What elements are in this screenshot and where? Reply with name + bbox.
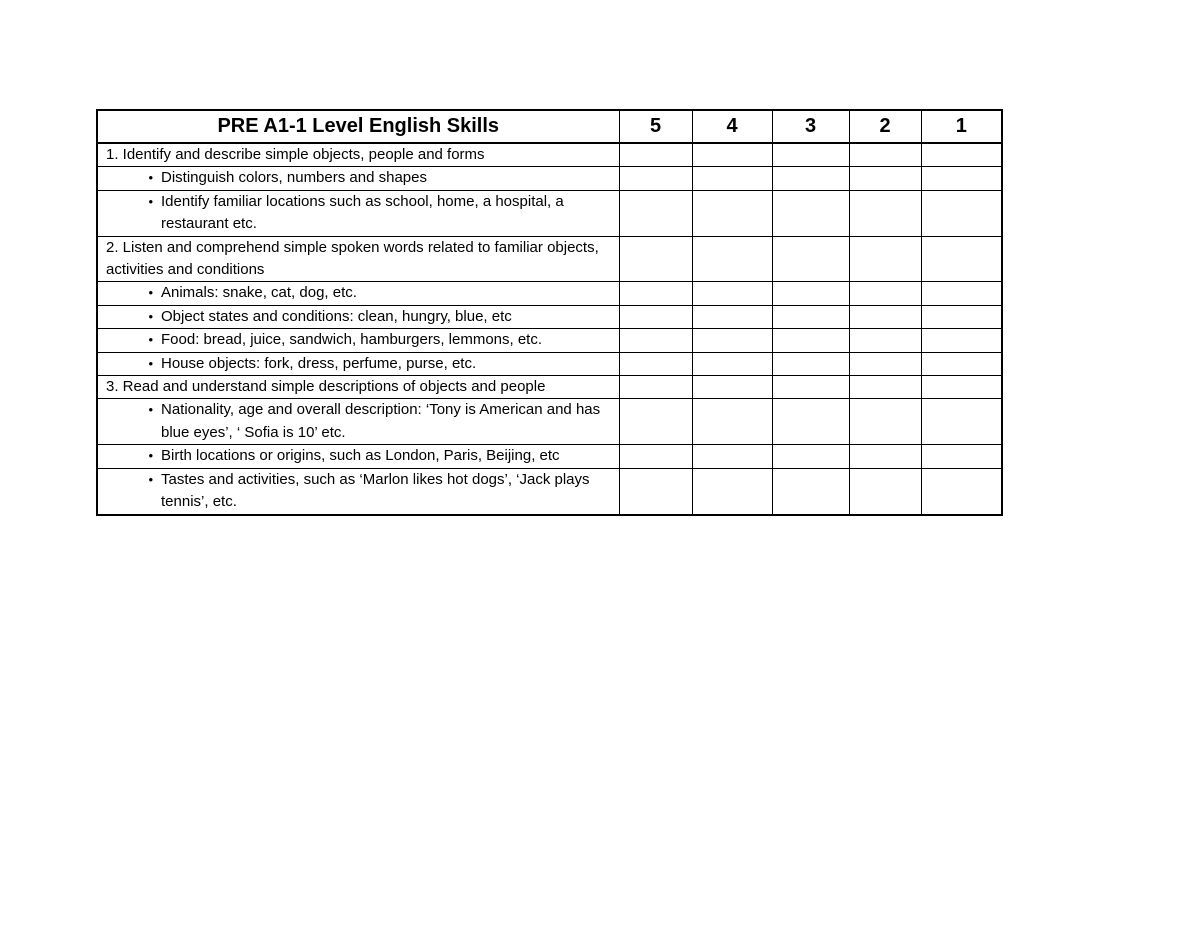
bullet-icon: • [148,448,153,464]
bullet-icon: • [148,402,153,418]
skill-bullet-text: Animals: snake, cat, dog, etc. [161,284,357,302]
score-cell-2[interactable] [849,236,921,282]
score-cell-4[interactable] [692,236,772,282]
skill-bullet-row [97,282,1002,305]
skill-heading-cell [97,376,619,399]
skill-bullet-row [97,352,1002,375]
bullet-item [106,329,615,351]
score-cell-2[interactable] [849,305,921,328]
bullet-icon: • [148,308,153,324]
score-header-4: 4 [692,110,772,143]
skill-bullet-text: Distinguish colors, numbers and shapes [161,169,427,187]
header-row [97,110,1002,143]
bullet-icon: • [148,285,153,301]
score-header-1: 1 [921,110,1002,143]
score-cell-1[interactable] [921,376,1002,399]
skill-bullet-row [97,167,1002,190]
skill-heading-row [97,376,1002,399]
skill-bullet-text: Tastes and activities, such as ‘Marlon likes hot dogs’, ‘Jack plays tennis’, etc. [161,470,590,511]
bullet-item [106,399,615,444]
score-cell-5[interactable] [619,352,692,375]
score-cell-1[interactable] [921,282,1002,305]
score-cell-5[interactable] [619,468,692,514]
score-cell-2[interactable] [849,143,921,167]
bullet-item [106,469,615,514]
score-cell-1[interactable] [921,352,1002,375]
skill-bullet-row [97,399,1002,445]
score-cell-4[interactable] [692,167,772,190]
score-cell-5[interactable] [619,376,692,399]
score-cell-1[interactable] [921,445,1002,468]
score-cell-2[interactable] [849,352,921,375]
bullet-icon: • [148,193,153,209]
skill-bullet-row [97,445,1002,468]
skills-rubric-table [96,109,1003,516]
score-cell-2[interactable] [849,468,921,514]
bullet-icon: • [148,170,153,186]
score-cell-5[interactable] [619,305,692,328]
score-cell-4[interactable] [692,376,772,399]
score-cell-4[interactable] [692,190,772,236]
score-cell-1[interactable] [921,399,1002,445]
score-header-5: 5 [619,110,692,143]
score-cell-1[interactable] [921,167,1002,190]
score-cell-3[interactable] [772,468,849,514]
skill-heading-cell [97,236,619,282]
skill-bullet-row [97,190,1002,236]
score-cell-5[interactable] [619,282,692,305]
score-cell-2[interactable] [849,445,921,468]
skill-bullet-row [97,468,1002,514]
score-cell-3[interactable] [772,376,849,399]
score-cell-4[interactable] [692,352,772,375]
score-cell-5[interactable] [619,143,692,167]
bullet-item [106,306,615,328]
score-cell-2[interactable] [849,282,921,305]
score-header-3: 3 [772,110,849,143]
skill-bullet-row [97,329,1002,352]
score-cell-3[interactable] [772,352,849,375]
score-cell-4[interactable] [692,282,772,305]
skill-heading-text: 2. Listen and comprehend simple spoken words related to familiar objects, activities and conditions [106,238,599,279]
score-cell-3[interactable] [772,445,849,468]
score-cell-2[interactable] [849,167,921,190]
skill-bullet-text: Identify familiar locations such as school, home, a hospital, a restaurant etc. [161,192,564,233]
bullet-item [106,167,615,189]
skill-heading-text: 1. Identify and describe simple objects, people and forms [106,146,485,163]
bullet-icon: • [148,355,153,371]
score-cell-1[interactable] [921,143,1002,167]
skill-heading-row [97,236,1002,282]
skill-bullet-text: Food: bread, juice, sandwich, hamburgers, lemmons, etc. [161,331,543,349]
score-cell-2[interactable] [849,399,921,445]
score-cell-3[interactable] [772,167,849,190]
score-cell-1[interactable] [921,236,1002,282]
score-cell-5[interactable] [619,445,692,468]
skill-bullet-text: Nationality, age and overall description: ‘Tony is American and has blue eyes’, ‘ Sofia is 10’ etc. [161,401,601,441]
score-cell-1[interactable] [921,190,1002,236]
score-cell-3[interactable] [772,143,849,167]
score-cell-3[interactable] [772,282,849,305]
skill-bullet-cell [97,399,619,445]
score-cell-3[interactable] [772,399,849,445]
score-cell-3[interactable] [772,190,849,236]
score-cell-5[interactable] [619,329,692,352]
score-cell-2[interactable] [849,376,921,399]
skill-heading-row [97,143,1002,167]
skill-bullet-cell [97,190,619,236]
skill-bullet-cell [97,352,619,375]
skill-bullet-text: Object states and conditions: clean, hungry, blue, etc [161,307,512,325]
skill-bullet-cell [97,305,619,328]
score-cell-4[interactable] [692,329,772,352]
score-cell-4[interactable] [692,399,772,445]
score-cell-3[interactable] [772,236,849,282]
score-cell-4[interactable] [692,143,772,167]
score-cell-5[interactable] [619,236,692,282]
skill-heading-text: 3. Read and understand simple descriptions of objects and people [106,378,546,396]
bullet-item [106,445,615,467]
score-cell-4[interactable] [692,468,772,514]
skill-bullet-text: House objects: fork, dress, perfume, purse, etc. [161,354,477,372]
skill-bullet-cell [97,329,619,352]
rubric-body [97,143,1002,515]
skill-heading-cell [97,143,619,167]
score-cell-4[interactable] [692,305,772,328]
skill-bullet-text: Birth locations or origins, such as London, Paris, Beijing, etc [161,447,560,465]
bullet-icon: • [148,471,153,487]
bullet-item [106,191,615,236]
score-cell-2[interactable] [849,190,921,236]
score-cell-4[interactable] [692,445,772,468]
score-cell-1[interactable] [921,305,1002,328]
skill-bullet-row [97,305,1002,328]
score-cell-1[interactable] [921,468,1002,514]
score-cell-5[interactable] [619,399,692,445]
score-cell-5[interactable] [619,167,692,190]
score-cell-1[interactable] [921,329,1002,352]
table-title: PRE A1-1 Level English Skills [97,110,619,143]
score-header-2: 2 [849,110,921,143]
bullet-icon: • [148,332,153,348]
score-cell-3[interactable] [772,305,849,328]
score-cell-2[interactable] [849,329,921,352]
skill-bullet-cell [97,468,619,514]
skill-bullet-cell [97,282,619,305]
skill-bullet-cell [97,445,619,468]
score-cell-3[interactable] [772,329,849,352]
skill-bullet-cell [97,167,619,190]
bullet-item [106,353,615,375]
bullet-item [106,282,615,304]
score-cell-5[interactable] [619,190,692,236]
